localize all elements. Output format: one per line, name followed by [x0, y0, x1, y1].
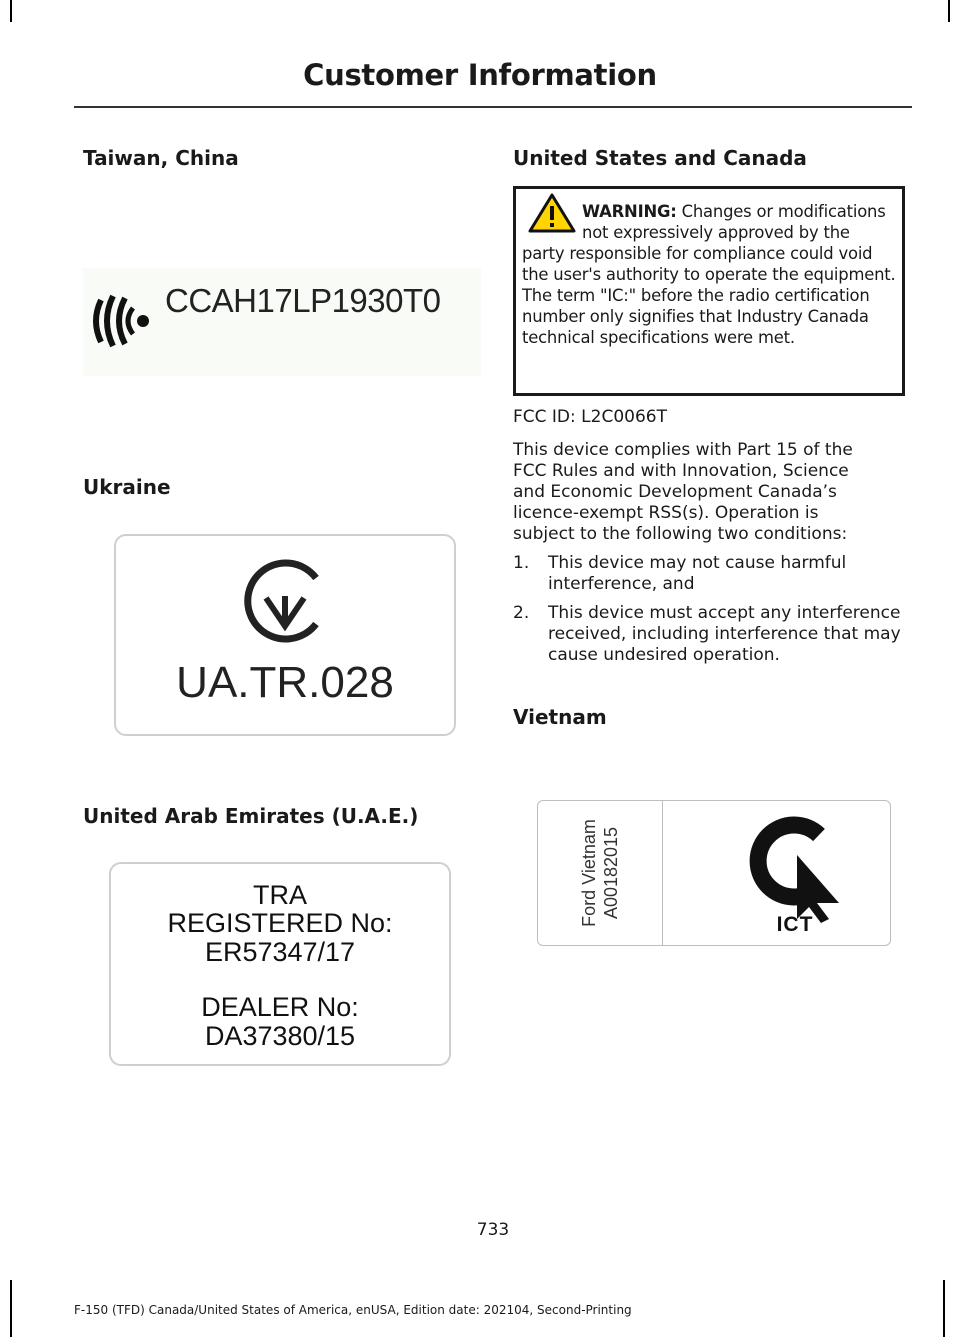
vietnam-line-company: Ford Vietnam	[579, 819, 599, 927]
warning-text: Changes or modifications not expressively approved by the party responsible for compliance could void the user's authority to operate the equipment. The term "IC:" before the radio certification number only signifies that Industry Canada technical specifications were met.	[522, 202, 896, 347]
vietnam-label	[537, 800, 891, 946]
condition-number: 2.	[513, 603, 530, 623]
warning-icon	[528, 193, 576, 233]
uae-line-registered-number: ER57347/17	[204, 937, 356, 967]
uae-line-registered: REGISTERED No:	[167, 908, 393, 938]
crop-mark	[948, 0, 950, 22]
us-canada-heading: United States and Canada	[513, 146, 807, 170]
ict-logo-text: ICT	[776, 913, 814, 936]
ukraine-code: UA.TR.028	[176, 658, 394, 707]
taiwan-code: CCAH17LP1930T0	[165, 282, 441, 319]
condition-item	[513, 553, 908, 597]
ukraine-conformity-icon	[240, 556, 330, 646]
taiwan-ncc-label	[83, 268, 481, 376]
title-divider	[74, 106, 912, 108]
condition-text: This device must accept any interference received, including interference that may cause undesired operation.	[548, 603, 901, 665]
uae-label	[109, 862, 451, 1066]
vietnam-label-divider	[662, 801, 663, 945]
uae-heading: United Arab Emirates (U.A.E.)	[83, 804, 419, 828]
page-number: 733	[476, 1220, 510, 1240]
compliance-paragraph: This device complies with Part 15 of the FCC Rules and with Innovation, Science and Economic Development Canada’s licence-exempt RSS(s). Operation is subject to the following two conditions:	[513, 440, 853, 544]
ukraine-label	[114, 534, 456, 736]
vietnam-line-number: A00182015	[601, 826, 621, 920]
ncc-wave-icon	[87, 286, 157, 356]
condition-text: This device may not cause harmful interference, and	[548, 553, 847, 594]
condition-number: 1.	[513, 553, 530, 573]
taiwan-heading: Taiwan, China	[83, 146, 239, 170]
edition-info: F-150 (TFD) Canada/United States of America, enUSA, Edition date: 202104, Second-Printing	[74, 1303, 632, 1317]
crop-mark	[10, 0, 12, 22]
crop-mark	[943, 1280, 945, 1337]
uae-line-dealer: DEALER No:	[201, 992, 359, 1022]
vietnam-heading: Vietnam	[513, 705, 607, 729]
vietnam-text-block	[578, 803, 622, 943]
warning-label: WARNING:	[582, 202, 677, 221]
ukraine-heading: Ukraine	[83, 475, 171, 499]
page-title: Customer Information	[303, 58, 657, 92]
warning-box	[513, 186, 905, 396]
uae-line-tra: TRA	[253, 880, 307, 910]
uae-line-dealer-number: DA37380/15	[204, 1021, 356, 1051]
condition-item	[513, 603, 908, 691]
fcc-id: FCC ID: L2C0066T	[513, 407, 667, 427]
crop-mark	[10, 1280, 12, 1337]
